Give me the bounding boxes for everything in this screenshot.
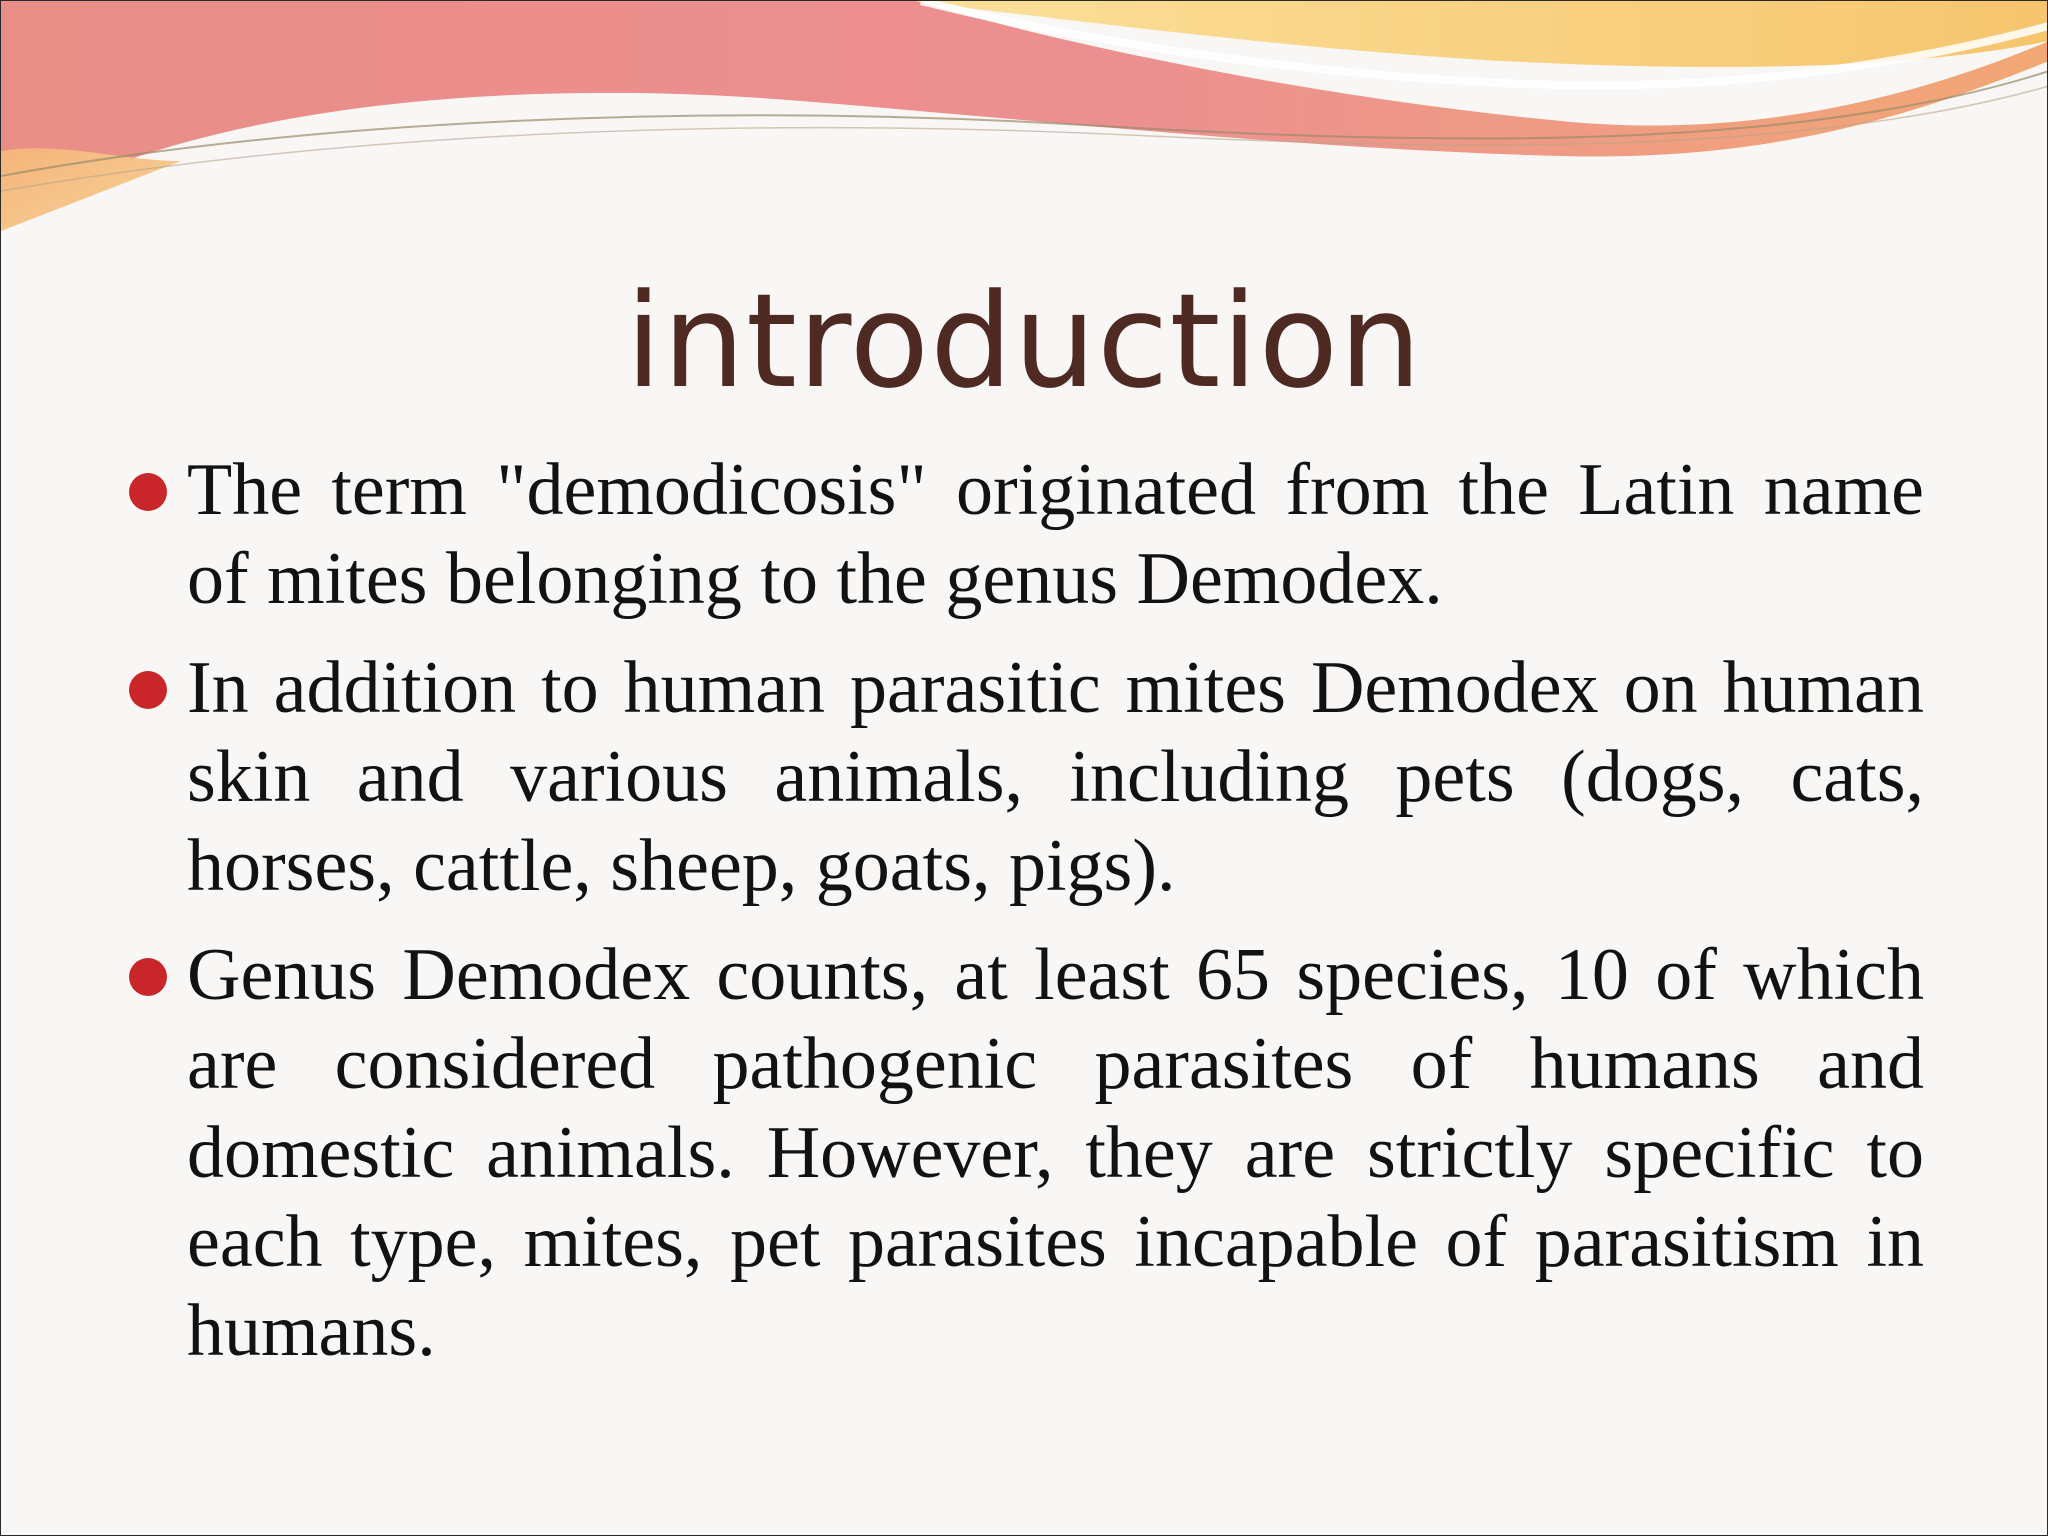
decorative-wave-banner (1, 1, 2048, 241)
bullet-text: In addition to human parasitic mites Demodex on human skin and various animals, including pets (dogs, cats, horses, cattle, sheep, goats, pigs). (187, 647, 1924, 907)
bullet-item (129, 644, 1924, 911)
bullet-dot-icon (129, 958, 167, 996)
bullet-item (129, 446, 1924, 624)
slide-title: introduction (625, 265, 1423, 417)
bullet-dot-icon (129, 473, 167, 511)
bullet-text: The term "demodicosis" originated from the Latin name of mites belonging to the genus Demodex. (187, 449, 1924, 620)
bullet-item (129, 931, 1924, 1376)
bullet-list (129, 446, 1924, 1396)
bullet-text: Genus Demodex counts, at least 65 species, 10 of which are considered pathogenic parasites of humans and domestic animals. However, they are strictly specific to each type, mites, pet parasites incapable of parasitism in humans. (187, 934, 1924, 1372)
bullet-dot-icon (129, 671, 167, 709)
